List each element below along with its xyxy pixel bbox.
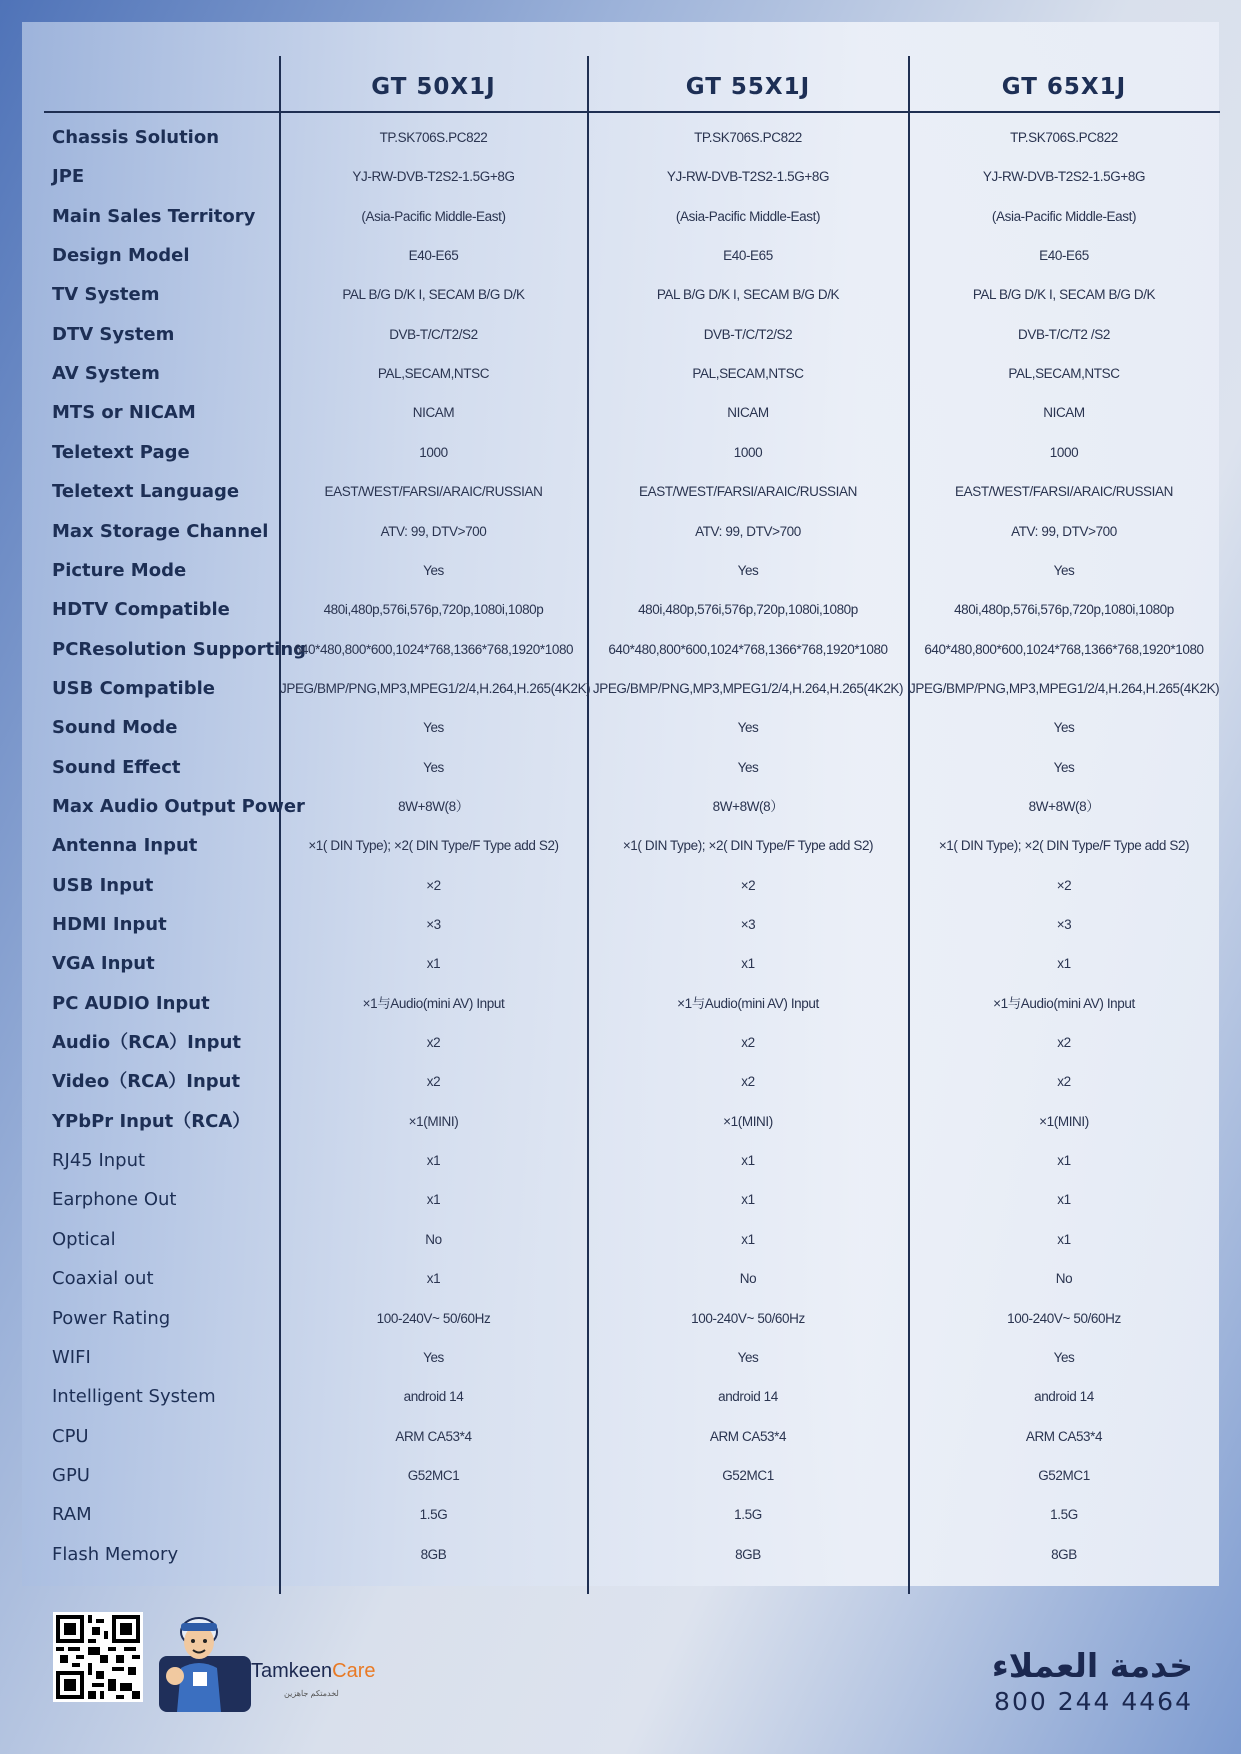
spec-value-model-1: ARM CA53*4 <box>395 1428 472 1444</box>
spec-value-model-1: G52MC1 <box>407 1467 460 1483</box>
spec-value-model-2: x1 <box>741 1192 755 1208</box>
spec-value-model-3: YJ-RW-DVB-T2S2-1.5G+8G <box>982 169 1146 185</box>
spec-value-model-2: EAST/WEST/FARSI/ARAIC/RUSSIAN <box>639 484 857 500</box>
brand-tagline: لخدمتكم جاهزين <box>284 1689 339 1698</box>
spec-value-model-3: ×1(MINI) <box>1039 1113 1089 1129</box>
spec-label: Max Storage Channel <box>52 520 269 542</box>
spec-value-model-3: 480i,480p,576i,576p,720p,1080i,1080p <box>954 602 1174 618</box>
spec-value-model-1: PAL,SECAM,NTSC <box>377 366 490 382</box>
spec-value-model-1: EAST/WEST/FARSI/ARAIC/RUSSIAN <box>324 484 543 500</box>
table-row <box>22 590 1219 629</box>
spec-value-model-1: ×1( DIN Type); ×2( DIN Type/F Type add S2) <box>308 838 559 854</box>
spec-value-model-1: 480i,480p,576i,576p,720p,1080i,1080p <box>323 602 544 618</box>
spec-label: Audio（RCA）Input <box>52 1032 241 1054</box>
table-row <box>22 1180 1219 1219</box>
spec-value-model-2: PAL B/G D/K I, SECAM B/G D/K <box>656 287 840 303</box>
spec-value-model-2: 8GB <box>735 1546 761 1562</box>
table-row <box>22 1259 1219 1298</box>
spec-label: Optical <box>52 1228 116 1250</box>
spec-value-model-1: 8GB <box>420 1546 447 1562</box>
spec-value-model-1: android 14 <box>403 1389 464 1405</box>
spec-value-model-1: ×1(MINI) <box>408 1113 459 1129</box>
model-header-1: GT 50X1J <box>371 74 496 100</box>
spec-value-model-1: ATV: 99, DTV>700 <box>380 523 487 539</box>
table-row <box>22 905 1219 944</box>
spec-value-model-2: NICAM <box>727 405 769 421</box>
table-row <box>22 669 1219 708</box>
spec-label: Chassis Solution <box>52 127 220 148</box>
brand-main: Tamkeen <box>251 1660 333 1682</box>
spec-label: JPE <box>52 166 85 188</box>
table-row <box>22 944 1219 983</box>
spec-value-model-3: G52MC1 <box>1038 1467 1090 1483</box>
brand-logo <box>251 1660 376 1683</box>
spec-value-model-3: ATV: 99, DTV>700 <box>1011 523 1117 539</box>
table-row <box>22 1535 1219 1574</box>
spec-value-model-1: NICAM <box>412 405 455 421</box>
table-row <box>22 118 1219 157</box>
spec-label: USB Input <box>52 874 154 896</box>
spec-value-model-1: 100-240V~ 50/60Hz <box>376 1310 491 1326</box>
spec-value-model-3: JPEG/BMP/PNG,MP3,MPEG1/2/4,H.264,H.265(4K2K) <box>909 680 1220 696</box>
spec-value-model-2: Yes <box>737 562 759 578</box>
spec-label: Video（RCA）Input <box>52 1071 241 1093</box>
table-row <box>22 551 1219 590</box>
spec-value-model-3: android 14 <box>1034 1389 1094 1405</box>
spec-value-model-3: 100-240V~ 50/60Hz <box>1007 1310 1121 1326</box>
table-row <box>22 708 1219 747</box>
table-row <box>22 275 1219 314</box>
spec-value-model-3: DVB-T/C/T2 /S2 <box>1018 326 1110 342</box>
spec-value-model-3: No <box>1055 1271 1073 1287</box>
spec-value-model-3: x2 <box>1057 1035 1071 1051</box>
table-row <box>22 787 1219 826</box>
customer-service-title: خدمة العملاء <box>991 1646 1193 1685</box>
spec-value-model-3: EAST/WEST/FARSI/ARAIC/RUSSIAN <box>955 484 1173 500</box>
model-header-2: GT 55X1J <box>685 74 811 100</box>
spec-value-model-2: ×1( DIN Type); ×2( DIN Type/F Type add S2) <box>622 838 874 854</box>
spec-value-model-1: YJ-RW-DVB-T2S2-1.5G+8G <box>352 169 515 185</box>
spec-value-model-2: No <box>739 1271 757 1287</box>
spec-value-model-1: x1 <box>426 1271 441 1287</box>
spec-value-model-2: ×1与Audio(mini AV) Input <box>677 995 819 1011</box>
spec-value-model-3: TP.SK706S.PC822 <box>1010 130 1118 145</box>
qr-code <box>53 1612 143 1702</box>
spec-label: HDMI Input <box>52 914 167 935</box>
table-row <box>22 393 1219 432</box>
spec-value-model-2: Yes <box>737 720 759 736</box>
table-row <box>22 630 1219 669</box>
spec-value-model-2: 480i,480p,576i,576p,720p,1080i,1080p <box>638 602 858 618</box>
spec-value-model-3: ARM CA53*4 <box>1025 1428 1103 1444</box>
spec-value-model-2: x1 <box>741 956 755 972</box>
spec-value-model-2: YJ-RW-DVB-T2S2-1.5G+8G <box>666 169 830 185</box>
spec-value-model-1: E40-E65 <box>408 248 459 264</box>
spec-value-model-1: Yes <box>423 562 444 578</box>
spec-label: USB Compatible <box>52 677 215 699</box>
table-row <box>22 748 1219 787</box>
spec-value-model-3: 1000 <box>1049 444 1079 460</box>
spec-value-model-3: x2 <box>1057 1074 1071 1090</box>
spec-value-model-2: Yes <box>737 1349 759 1365</box>
spec-value-model-2: ×3 <box>740 917 756 932</box>
spec-value-model-1: Yes <box>423 720 444 736</box>
spec-value-model-3: PAL,SECAM,NTSC <box>1008 366 1120 382</box>
spec-value-model-3: Yes <box>1053 1349 1075 1365</box>
spec-value-model-1: Yes <box>423 759 444 775</box>
spec-value-model-3: 8GB <box>1051 1546 1077 1562</box>
spec-label: HDTV Compatible <box>52 599 230 621</box>
spec-value-model-2: android 14 <box>718 1389 778 1405</box>
spec-label: Picture Mode <box>52 559 187 581</box>
spec-value-model-2: x1 <box>741 1231 755 1247</box>
spec-label: DTV System <box>52 323 175 345</box>
spec-label: Teletext Language <box>52 481 240 503</box>
brand-accent: Care <box>332 1660 376 1682</box>
spec-value-model-2: Yes <box>737 759 759 775</box>
table-row <box>22 866 1219 905</box>
spec-label: RAM <box>52 1504 92 1526</box>
spec-value-model-3: ×3 <box>1056 917 1072 932</box>
spec-value-model-2: 100-240V~ 50/60Hz <box>691 1310 805 1326</box>
spec-label: PCResolution Supporting <box>52 638 307 660</box>
spec-label: TV System <box>52 284 160 306</box>
table-row <box>22 1299 1219 1338</box>
table-row <box>22 315 1219 354</box>
table-row <box>22 826 1219 865</box>
spec-value-model-3: NICAM <box>1043 405 1085 421</box>
spec-value-model-3: ×2 <box>1056 877 1072 893</box>
spec-value-model-2: ×2 <box>740 877 756 893</box>
spec-value-model-3: 8W+8W(8） <box>1028 798 1100 814</box>
spec-value-model-3: ×1与Audio(mini AV) Input <box>993 995 1135 1011</box>
spec-value-model-3: x1 <box>1057 956 1071 972</box>
spec-table-panel <box>22 22 1219 1586</box>
spec-value-model-1: ×1与Audio(mini AV) Input <box>362 995 505 1011</box>
spec-value-model-1: ×3 <box>426 917 441 932</box>
spec-value-model-1: 1000 <box>419 444 448 460</box>
spec-value-model-2: TP.SK706S.PC822 <box>694 130 802 145</box>
spec-label: Sound Effect <box>52 756 181 778</box>
spec-label: Flash Memory <box>52 1543 179 1565</box>
table-row <box>22 157 1219 196</box>
spec-label: Antenna Input <box>52 835 198 857</box>
spec-value-model-2: ARM CA53*4 <box>709 1428 787 1444</box>
spec-label: VGA Input <box>52 953 155 975</box>
spec-label: Power Rating <box>52 1307 171 1329</box>
spec-value-model-3: Yes <box>1053 562 1075 578</box>
table-row <box>22 433 1219 472</box>
spec-value-model-3: x1 <box>1057 1153 1071 1169</box>
spec-value-model-2: PAL,SECAM,NTSC <box>692 366 804 382</box>
spec-label: RJ45 Input <box>52 1150 146 1172</box>
spec-value-model-1: x2 <box>426 1074 441 1090</box>
spec-value-model-1: No <box>425 1231 442 1247</box>
spec-value-model-2: 8W+8W(8） <box>712 798 784 814</box>
spec-value-model-1: ×2 <box>426 877 441 893</box>
spec-value-model-2: G52MC1 <box>722 1467 774 1483</box>
spec-value-model-2: ATV: 99, DTV>700 <box>695 523 801 539</box>
table-row <box>22 354 1219 393</box>
spec-value-model-2: x2 <box>741 1074 755 1090</box>
spec-value-model-3: 1.5G <box>1050 1507 1078 1523</box>
spec-value-model-3: E40-E65 <box>1039 248 1089 264</box>
spec-value-model-1: x1 <box>426 956 441 972</box>
spec-value-model-2: 1000 <box>733 444 763 460</box>
spec-value-model-2: JPEG/BMP/PNG,MP3,MPEG1/2/4,H.264,H.265(4K2K) <box>592 680 904 696</box>
spec-value-model-2: ×1(MINI) <box>723 1113 773 1129</box>
table-row <box>22 1377 1219 1416</box>
header-divider <box>44 111 1220 113</box>
spec-value-model-1: x1 <box>426 1153 441 1169</box>
table-row <box>22 1417 1219 1456</box>
spec-value-model-2: x2 <box>741 1035 755 1051</box>
table-row <box>22 1338 1219 1377</box>
spec-value-model-1: Yes <box>423 1349 444 1365</box>
spec-label: Intelligent System <box>52 1386 216 1408</box>
spec-value-model-2: 1.5G <box>734 1507 762 1523</box>
spec-label: Teletext Page <box>52 441 190 463</box>
spec-value-model-3: x1 <box>1057 1192 1071 1208</box>
table-row <box>22 1102 1219 1141</box>
spec-value-model-3: ×1( DIN Type); ×2( DIN Type/F Type add S2) <box>938 838 1190 854</box>
spec-label: WIFI <box>52 1346 91 1368</box>
spec-label: Coaxial out <box>52 1268 154 1290</box>
table-row <box>22 984 1219 1023</box>
spec-value-model-2: 640*480,800*600,1024*768,1366*768,1920*1080 <box>608 641 888 657</box>
table-row <box>22 236 1219 275</box>
spec-label: CPU <box>52 1425 89 1447</box>
spec-value-model-1: JPEG/BMP/PNG,MP3,MPEG1/2/4,H.264,H.265(4K2K) <box>280 680 591 696</box>
spec-value-model-3: Yes <box>1053 720 1075 736</box>
spec-value-model-1: TP.SK706S.PC822 <box>379 130 488 145</box>
table-row <box>22 472 1219 511</box>
table-row <box>22 1220 1219 1259</box>
spec-label: YPbPr Input（RCA） <box>52 1110 251 1132</box>
spec-value-model-1: 1.5G <box>419 1507 448 1523</box>
mascot-technician-icon <box>155 1606 255 1716</box>
spec-label: AV System <box>52 363 160 385</box>
table-row <box>22 1495 1219 1534</box>
spec-label: Sound Mode <box>52 717 178 739</box>
model-header-3: GT 65X1J <box>1001 74 1127 100</box>
table-row <box>22 1456 1219 1495</box>
spec-label: GPU <box>52 1464 90 1486</box>
spec-value-model-3: (Asia-Pacific Middle-East) <box>991 208 1137 224</box>
spec-value-model-1: (Asia-Pacific Middle-East) <box>361 208 506 224</box>
spec-value-model-3: PAL B/G D/K I, SECAM B/G D/K <box>972 287 1156 303</box>
spec-value-model-2: E40-E65 <box>723 248 773 264</box>
table-row <box>22 1062 1219 1101</box>
spec-value-model-3: x1 <box>1057 1231 1071 1247</box>
spec-label: Earphone Out <box>52 1189 177 1211</box>
spec-value-model-2: (Asia-Pacific Middle-East) <box>675 208 821 224</box>
spec-value-model-2: DVB-T/C/T2/S2 <box>703 326 793 342</box>
spec-label: PC AUDIO Input <box>52 992 210 1014</box>
spec-value-model-1: x2 <box>426 1035 441 1051</box>
spec-value-model-3: 640*480,800*600,1024*768,1366*768,1920*1080 <box>924 641 1204 657</box>
spec-value-model-1: PAL B/G D/K I, SECAM B/G D/K <box>342 287 525 303</box>
spec-label: Max Audio Output Power <box>52 795 305 817</box>
spec-label: MTS or NICAM <box>52 402 196 424</box>
table-row <box>22 197 1219 236</box>
spec-value-model-3: Yes <box>1053 759 1075 775</box>
customer-service-number[interactable]: 800 244 4464 <box>994 1687 1193 1716</box>
spec-label: Design Model <box>52 245 190 267</box>
spec-value-model-1: 640*480,800*600,1024*768,1366*768,1920*1080 <box>293 641 574 657</box>
spec-value-model-1: DVB-T/C/T2/S2 <box>389 326 478 342</box>
table-row <box>22 1141 1219 1180</box>
spec-label: Main Sales Territory <box>52 205 256 227</box>
table-row <box>22 1023 1219 1062</box>
spec-value-model-1: 8W+8W(8） <box>398 798 469 814</box>
spec-value-model-2: x1 <box>741 1153 755 1169</box>
table-row <box>22 512 1219 551</box>
spec-value-model-1: x1 <box>426 1192 441 1208</box>
